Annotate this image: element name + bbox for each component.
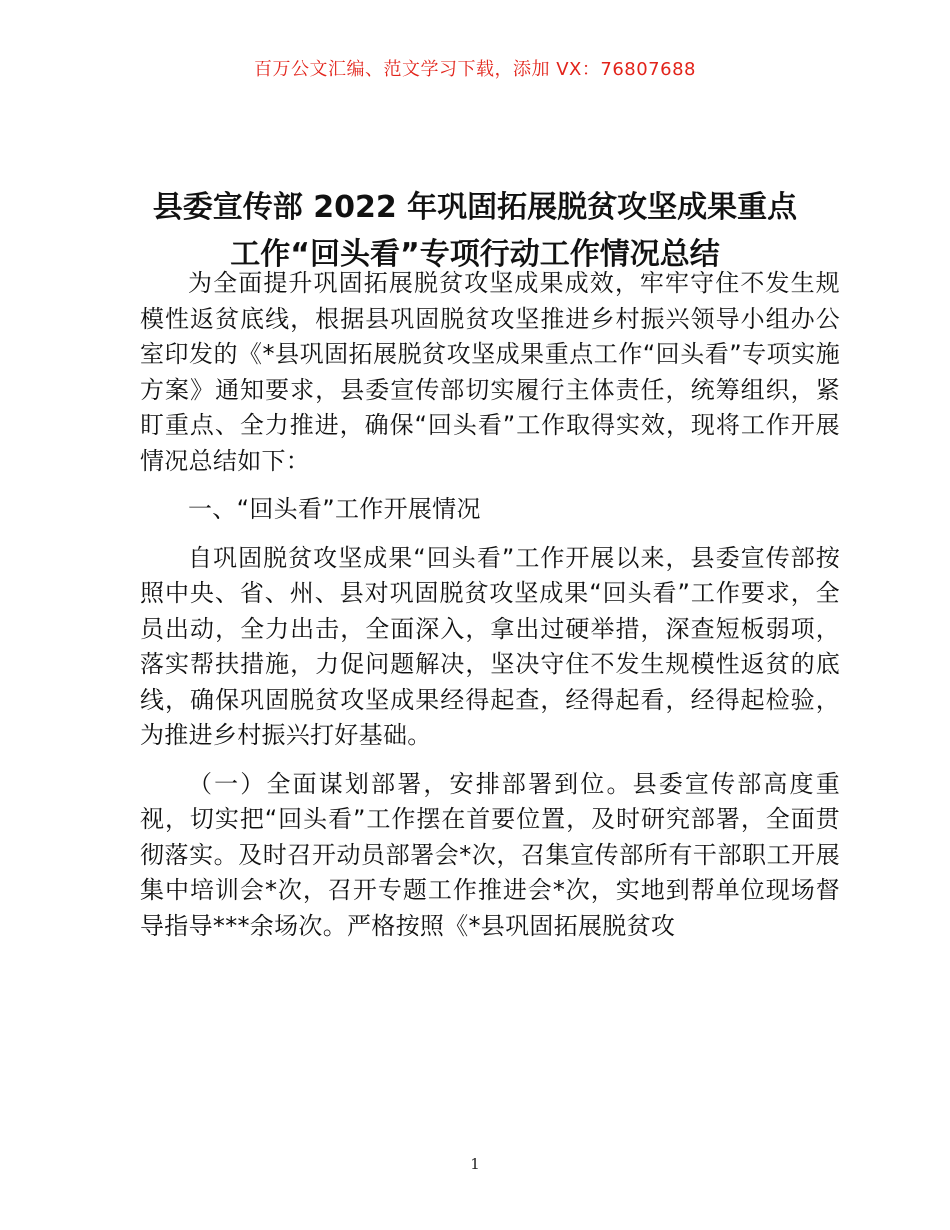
page-number: 1 bbox=[470, 1155, 480, 1173]
document-title bbox=[100, 184, 850, 278]
document-title-line-1: 县委宣传部 2022 年巩固拓展脱贫攻坚成果重点 bbox=[152, 190, 798, 226]
section-1-paragraph: 自巩固脱贫攻坚成果“回头看”工作开展以来，县委宣传部按照中央、省、州、县对巩固脱贫攻坚成果“回头看”工作要求，全员出动，全力出击，全面深入，拿出过硬举措，深查短板弱项，落实帮扶措施，力促问题解决，坚决守住不发生规模性返贫的底线，确保巩固脱贫攻坚成果经得起查，经得起看，经得起检验，为推进乡村振兴打好基础。 bbox=[140, 543, 840, 749]
section-heading-1: 一、“回头看”工作开展情况 bbox=[188, 495, 481, 523]
header-watermark-note: 百万公文汇编、范文学习下载，添加 VX：76807688 bbox=[254, 59, 696, 80]
document-body bbox=[140, 266, 840, 944]
intro-paragraph: 为全面提升巩固拓展脱贫攻坚成果成效，牢牢守住不发生规模性返贫底线，根据县巩固脱贫攻坚推进乡村振兴领导小组办公室印发的《*县巩固拓展脱贫攻坚成果重点工作“回头看”专项实施方案》通知要求，县委宣传部切实履行主体责任，统筹组织，紧盯重点、全力推进，确保“回头看”工作取得实效，现将工作开展情况总结如下： bbox=[140, 269, 840, 475]
document-title-line-2: 工作“回头看”专项行动工作情况总结 bbox=[230, 237, 720, 273]
subsection-1-paragraph: （一）全面谋划部署，安排部署到位。县委宣传部高度重视，切实把“回头看”工作摆在首要位置，及时研究部署，全面贯彻落实。及时召开动员部署会*次，召集宣传部所有干部职工开展集中培训会*次，召开专题工作推进会*次，实地到帮单位现场督导指导***余场次。严格按照《*县巩固拓展脱贫攻 bbox=[140, 769, 840, 940]
